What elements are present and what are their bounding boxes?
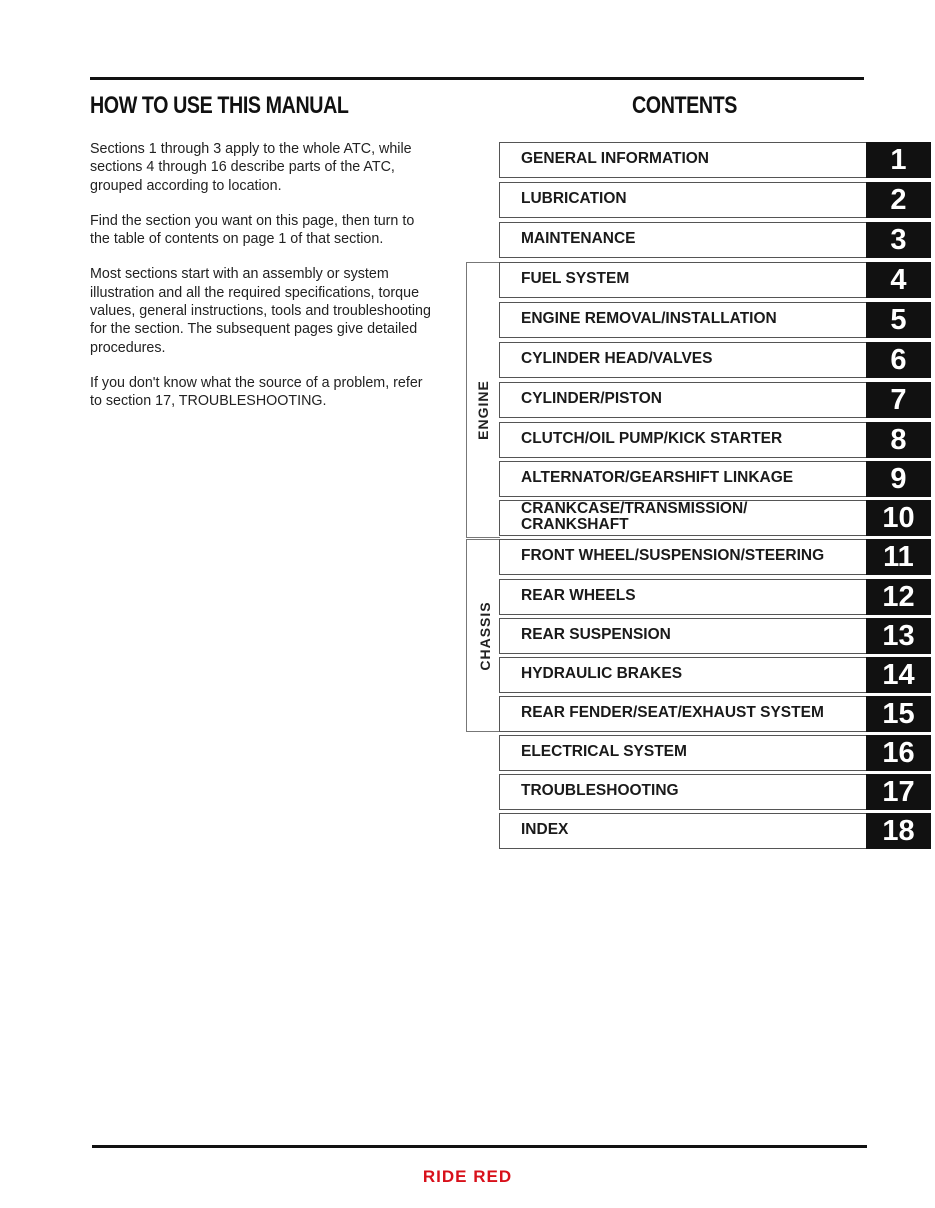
contents-heading: CONTENTS (632, 92, 737, 119)
contents-row[interactable] (499, 142, 931, 178)
contents-row[interactable] (499, 539, 931, 575)
engine-group-label: ENGINE (475, 380, 491, 440)
section-number-tab[interactable]: 10 (866, 500, 931, 536)
section-title: ENGINE REMOVAL/INSTALLATION (521, 310, 777, 327)
section-number-tab[interactable]: 13 (866, 618, 931, 654)
section-number-tab[interactable]: 7 (866, 382, 931, 418)
section-title: CRANKCASE/TRANSMISSION/ CRANKSHAFT (521, 500, 748, 533)
contents-row[interactable] (499, 461, 931, 497)
contents-row[interactable] (499, 500, 931, 536)
section-title: REAR SUSPENSION (521, 626, 671, 643)
contents-row[interactable] (499, 262, 931, 298)
section-number-tab[interactable]: 17 (866, 774, 931, 810)
section-title: CYLINDER HEAD/VALVES (521, 350, 713, 367)
contents-row[interactable] (499, 813, 931, 849)
section-title: ELECTRICAL SYSTEM (521, 743, 687, 760)
section-number-tab[interactable]: 4 (866, 262, 931, 298)
section-title: CLUTCH/OIL PUMP/KICK STARTER (521, 430, 783, 447)
contents-row[interactable] (499, 302, 931, 338)
how-to-use-heading: HOW TO USE THIS MANUAL (90, 92, 349, 119)
section-title: REAR FENDER/SEAT/EXHAUST SYSTEM (521, 704, 824, 721)
section-title: HYDRAULIC BRAKES (521, 665, 683, 682)
section-title: FUEL SYSTEM (521, 270, 630, 287)
section-number-tab[interactable]: 9 (866, 461, 931, 497)
section-title: ALTERNATOR/GEARSHIFT LINKAGE (521, 469, 794, 486)
section-title: TROUBLESHOOTING (521, 782, 679, 799)
section-title: INDEX (521, 821, 569, 838)
section-number-tab[interactable]: 6 (866, 342, 931, 378)
section-number-tab[interactable]: 18 (866, 813, 931, 849)
section-number-tab[interactable]: 1 (866, 142, 931, 178)
contents-row[interactable] (499, 342, 931, 378)
section-number-tab[interactable]: 8 (866, 422, 931, 458)
section-number-tab[interactable]: 14 (866, 657, 931, 693)
chassis-group-label: CHASSIS (477, 601, 493, 671)
section-number-tab[interactable]: 2 (866, 182, 931, 218)
section-title: CYLINDER/PISTON (521, 390, 662, 407)
contents-row[interactable] (499, 422, 931, 458)
intro-paragraph: Sections 1 through 3 apply to the whole ATC, while sections 4 through 16 describe parts of the ATC, grouped according to location. (90, 141, 412, 194)
section-number-tab[interactable]: 11 (866, 539, 931, 575)
contents-row[interactable] (499, 222, 931, 258)
section-number-tab[interactable]: 3 (866, 222, 931, 258)
contents-row[interactable] (499, 774, 931, 810)
contents-row[interactable] (499, 579, 931, 615)
section-number-tab[interactable]: 15 (866, 696, 931, 732)
section-title: GENERAL INFORMATION (521, 150, 710, 167)
contents-row[interactable] (499, 657, 931, 693)
section-number-tab[interactable]: 16 (866, 735, 931, 771)
contents-row[interactable] (499, 696, 931, 732)
section-title: MAINTENANCE (521, 230, 636, 247)
intro-paragraph: If you don't know what the source of a problem, refer to section 17, TROUBLESHOOTING. (90, 374, 423, 410)
contents-row[interactable] (499, 182, 931, 218)
section-title: REAR WHEELS (521, 587, 636, 604)
bottom-rule (92, 1145, 867, 1148)
contents-row[interactable] (499, 382, 931, 418)
contents-row[interactable] (499, 735, 931, 771)
section-number-tab[interactable]: 5 (866, 302, 931, 338)
section-title: FRONT WHEEL/SUSPENSION/STEERING (521, 547, 825, 564)
contents-row[interactable] (499, 618, 931, 654)
intro-paragraph: Most sections start with an assembly or system illustration and all the required specifications, torque values, general instructions, tools and troubleshooting for the section. The subsequent pages give detailed procedures. (90, 266, 431, 356)
intro-paragraph: Find the section you want on this page, then turn to the table of contents on page 1 of that section. (90, 212, 415, 248)
section-number-tab[interactable]: 12 (866, 579, 931, 615)
section-title: LUBRICATION (521, 190, 627, 207)
brand-logo: RIDE RED (422, 1167, 513, 1186)
